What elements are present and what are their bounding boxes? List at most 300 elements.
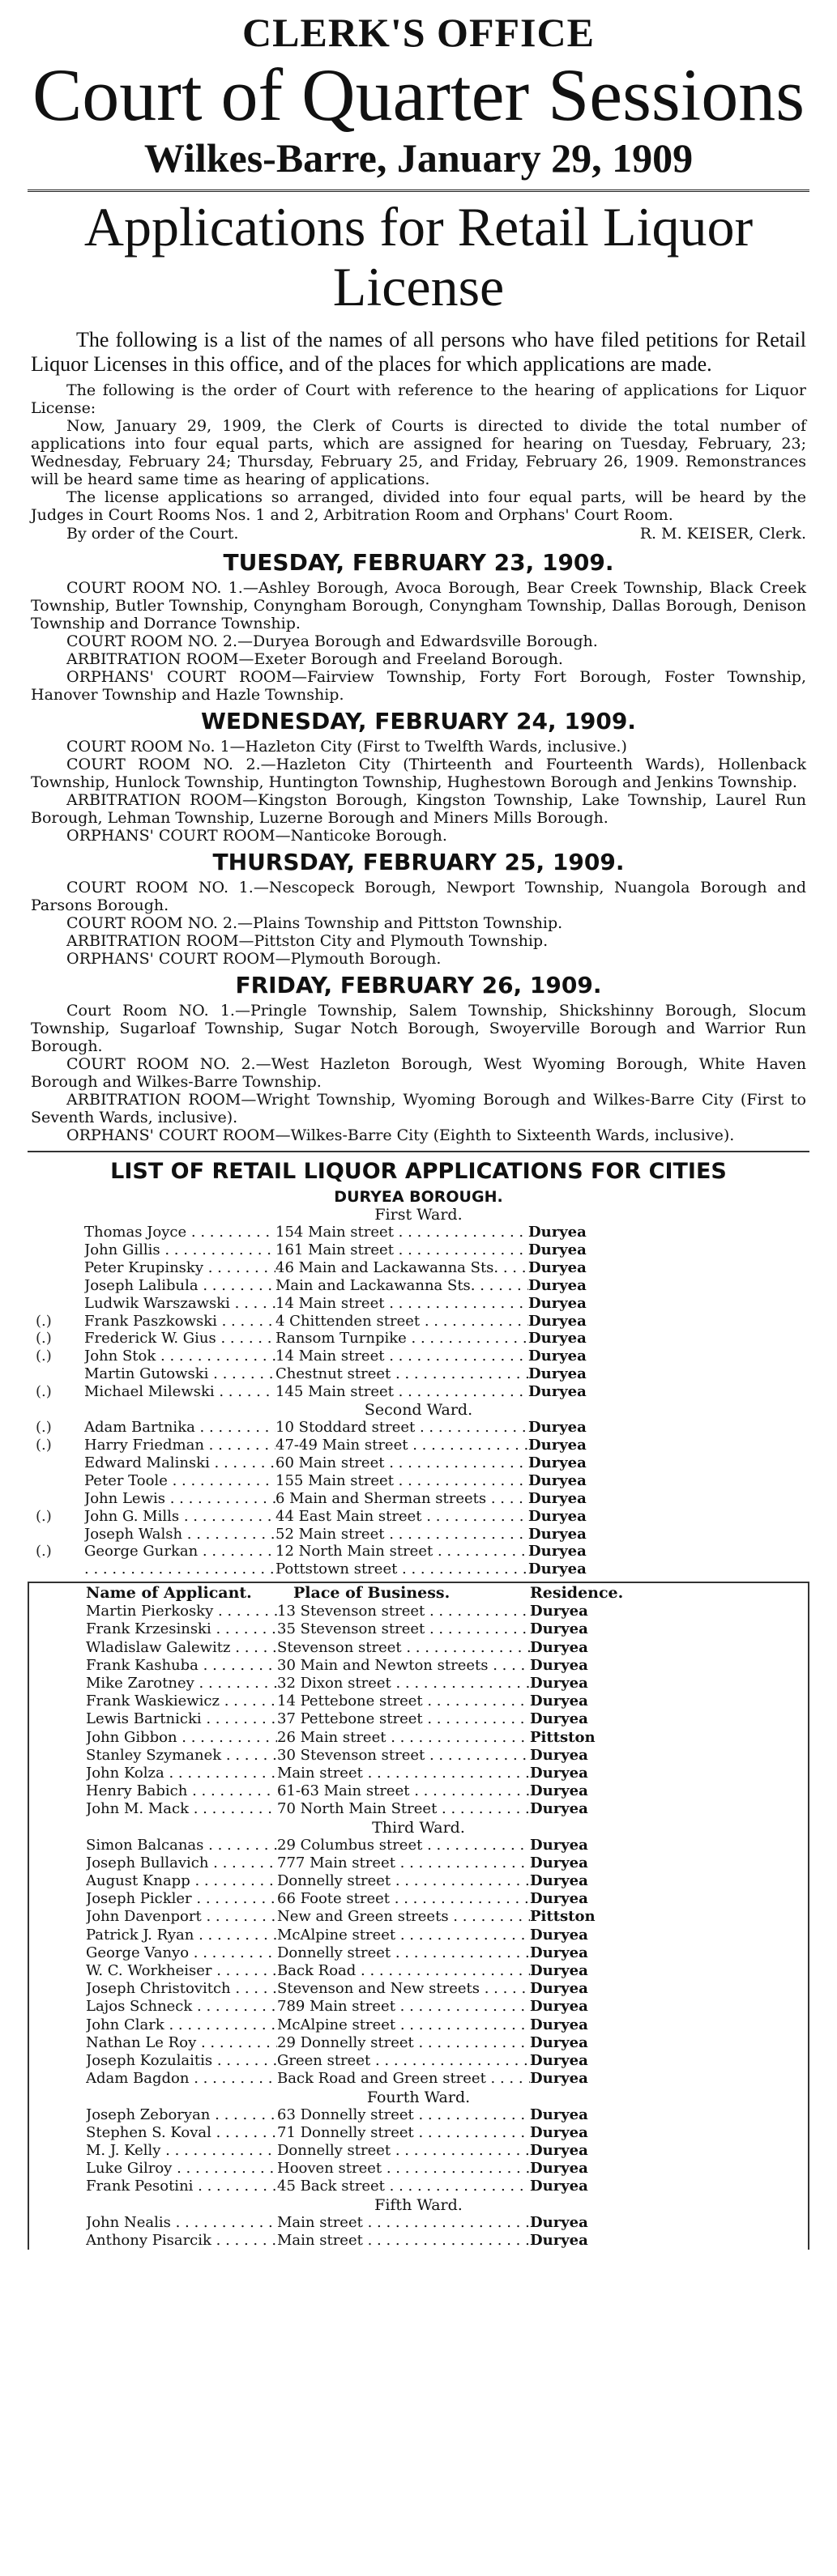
applicant-row [28, 1508, 809, 1526]
applicant-list [28, 1419, 809, 1578]
place-of-business: Chestnut street . . . [275, 1365, 528, 1383]
residence: Duryea [530, 2033, 588, 2051]
notice-header [28, 10, 809, 181]
applicant-row [29, 1782, 808, 1800]
place-of-business: 44 East Main street . . . [275, 1508, 528, 1526]
place-of-business: Back Road and Green street . . . [277, 2070, 530, 2088]
residence: Duryea [530, 1800, 588, 1818]
day-heading: WEDNESDAY, FEBRUARY 24, 1909. [201, 708, 636, 734]
intro-paragraph: The following is a list of the names of all persons who have filed petitions for Retail Liquor Licenses in this office, and of the places for which applications are made. [31, 328, 806, 376]
row-marker [29, 1890, 86, 1908]
applicant-name: Harry Friedman . . . [84, 1437, 275, 1454]
place-of-business: 61-63 Main street . . . [277, 1782, 530, 1800]
place-of-business: 37 Pettebone street . . . [277, 1710, 530, 1728]
residence: Duryea [530, 1692, 588, 1710]
place-of-business: Stevenson street . . . [277, 1639, 530, 1657]
row-marker [29, 1944, 86, 1962]
applicant-list [29, 1603, 808, 1818]
signature-clerk: R. M. KEISER, Clerk. [639, 525, 806, 543]
residence: Duryea [530, 1765, 588, 1782]
row-marker: (.) [36, 1436, 52, 1454]
place-of-business: 30 Stevenson street . . . [277, 1747, 530, 1765]
applicant-row [28, 1472, 809, 1490]
room-assignment: COURT ROOM NO. 1.—Nescopeck Borough, Newport Township, Nuangola Borough and Parsons Borough. [31, 879, 806, 914]
applicant-name [84, 1561, 275, 1578]
row-marker [29, 1729, 86, 1747]
place-of-business: Main and Lackawanna Sts. . . . [275, 1277, 528, 1295]
place-of-business: 30 Main and Newton streets . . . [277, 1657, 530, 1675]
room-assignment: ARBITRATION ROOM—Wright Township, Wyoming Borough and Wilkes-Barre City (First to Seventh Wards, inclusive). [31, 1091, 806, 1126]
row-marker [29, 1908, 86, 1926]
residence: Duryea [530, 2070, 588, 2088]
day-heading: THURSDAY, FEBRUARY 25, 1909. [212, 849, 625, 875]
residence: Duryea [530, 1854, 588, 1871]
place-of-business: McAlpine street . . . [277, 1927, 530, 1944]
applicant-name: Stanley Szymanek . . . [86, 1747, 277, 1765]
order-paragraph: Now, January 29, 1909, the Clerk of Courts is directed to divide the total number of applications into four equal parts, which are assigned for hearing on Tuesday, February, 23; Wednesday, February 24; Thursday, February 25, and Friday, February 26, 1909. Remonstrances will be heard same time as hearing of applications. [31, 417, 806, 488]
applicant-name: Stephen S. Koval . . . [86, 2124, 277, 2142]
row-marker [28, 1241, 84, 1259]
applicant-row [29, 2160, 808, 2178]
applicant-row [28, 1259, 809, 1277]
place-of-business: 46 Main and Lackawanna Sts. . . . [275, 1259, 528, 1277]
place-of-business: 71 Donnelly street . . . [277, 2124, 530, 2142]
row-marker: (.) [36, 1312, 52, 1330]
place-of-business: 60 Main street . . . [275, 1454, 528, 1472]
applicant-name: John Kolza . . . [86, 1765, 277, 1782]
signature-order: By order of the Court. [66, 525, 239, 543]
residence: Duryea [528, 1348, 587, 1365]
applicant-row [29, 2232, 808, 2250]
applicant-name: Joseph Walsh . . . [84, 1526, 275, 1543]
applicant-row [29, 2124, 808, 2142]
residence: Duryea [530, 2178, 588, 2195]
applicant-list [28, 1224, 809, 1401]
order-paragraph: The license applications so arranged, divided into four equal parts, will be heard by the Judges in Court Rooms Nos. 1 and 2, Arbitration Room and Orphans' Court Room. [31, 488, 806, 524]
applicant-name: Luke Gilroy . . . [86, 2160, 277, 2178]
row-marker [29, 1998, 86, 2016]
applicant-row [29, 1998, 808, 2016]
residence: Duryea [530, 1638, 588, 1656]
applicant-row [29, 1854, 808, 1872]
residence: Duryea [530, 2123, 588, 2141]
applicant-name: Joseph Kozulaitis . . . [86, 2052, 277, 2070]
room-assignment: COURT ROOM NO. 2.—Plains Township and Pittston Township. [66, 914, 563, 932]
residence: Duryea [530, 2016, 588, 2033]
signature-line [31, 524, 806, 543]
place-of-business: 70 North Main Street . . . [277, 1800, 530, 1818]
row-marker [29, 1620, 86, 1638]
row-marker [29, 1927, 86, 1944]
residence: Pittston [530, 1908, 596, 1926]
day-heading: TUESDAY, FEBRUARY 23, 1909. [223, 549, 614, 576]
place-of-business: 10 Stoddard street . . . [275, 1419, 528, 1437]
applications-title: Applications for Retail Liquor License [83, 196, 754, 317]
applicant-row [28, 1526, 809, 1543]
row-marker [29, 2142, 86, 2160]
applicant-row [28, 1365, 809, 1383]
applicant-row [28, 1277, 809, 1295]
row-marker [28, 1490, 84, 1508]
applicant-name: Frank Paszkowski . . . [84, 1313, 275, 1331]
list-title: LIST OF RETAIL LIQUOR APPLICATIONS FOR CITIES [28, 1151, 809, 1186]
borough-heading: DURYEA BOROUGH. [334, 1188, 503, 1206]
applicant-row [28, 1224, 809, 1241]
applicant-name: Wladislaw Galewitz . . . [86, 1639, 277, 1657]
day-schedule [28, 705, 809, 845]
residence: Duryea [528, 1507, 587, 1525]
residence: Duryea [530, 1656, 588, 1674]
order-paragraph: The following is the order of Court with reference to the hearing of applications for Liquor License: [31, 381, 806, 417]
place-of-business: Main street . . . [277, 1765, 530, 1782]
row-marker [29, 1800, 86, 1818]
applicant-name: Michael Milewski . . . [84, 1383, 275, 1401]
residence: Duryea [528, 1241, 587, 1258]
applicant-name: Joseph Bullavich . . . [86, 1854, 277, 1872]
residence: Duryea [530, 1710, 588, 1728]
applicant-name: John Clark . . . [86, 2016, 277, 2034]
place-of-business: Donnelly street . . . [277, 1872, 530, 1890]
row-marker [29, 1657, 86, 1675]
applicant-row [29, 1675, 808, 1692]
place-of-business: Green street . . . [277, 2052, 530, 2070]
applicant-name: Adam Bagdon . . . [86, 2070, 277, 2088]
room-assignment: ORPHANS' COURT ROOM—Nanticoke Borough. [66, 827, 447, 845]
applicant-row [28, 1295, 809, 1313]
room-assignment: ARBITRATION ROOM—Kingston Borough, Kingston Township, Lake Township, Laurel Run Borough, Lehman Township, Luzerne Borough and Miners Mills Borough. [31, 791, 806, 827]
column-spacer [29, 1583, 86, 1603]
residence: Duryea [528, 1419, 587, 1437]
applicant-name: John G. Mills . . . [84, 1508, 275, 1526]
applicant-name: John Gibbon . . . [86, 1729, 277, 1747]
applicant-name: Martin Gutowski . . . [84, 1365, 275, 1383]
row-marker [29, 1837, 86, 1854]
applicant-name: Mike Zarotney . . . [86, 1675, 277, 1692]
residence: Duryea [530, 1926, 588, 1944]
applicant-row [29, 2016, 808, 2034]
residence: Duryea [530, 1836, 588, 1854]
residence: Duryea [528, 1365, 587, 1383]
row-marker [29, 2106, 86, 2124]
room-assignment: COURT ROOM NO. 1.—Ashley Borough, Avoca Borough, Bear Creek Township, Black Creek Township, Butler Township, Conyngham Borough, Conyngham Township, Dallas Borough, Denison Township and Dorrance Township. [31, 579, 806, 632]
place-of-business: New and Green streets . . . [277, 1908, 530, 1926]
row-marker [28, 1295, 84, 1313]
applicant-row [29, 1944, 808, 1962]
place-of-business: Pottstown street . . . [275, 1561, 528, 1578]
column-header-name: Name of Applicant. [86, 1584, 252, 1603]
row-marker: (.) [36, 1543, 52, 1561]
residence: Duryea [528, 1436, 587, 1454]
applicant-name: Peter Krupinsky . . . [84, 1259, 275, 1277]
applicant-name: Joseph Lalibula . . . [84, 1277, 275, 1295]
ward-heading: Fourth Ward. [366, 2088, 471, 2106]
residence: Duryea [530, 1872, 588, 1890]
row-marker [28, 1224, 84, 1241]
place-of-business: 14 Main street . . . [275, 1295, 528, 1313]
row-marker [28, 1365, 84, 1383]
office-title: CLERK'S OFFICE [242, 10, 595, 55]
place-of-business: McAlpine street . . . [277, 2016, 530, 2034]
residence: Duryea [530, 1782, 588, 1800]
place-of-business: Ransom Turnpike . . . [275, 1330, 528, 1348]
applicant-row [29, 2034, 808, 2052]
room-assignment: Court Room NO. 1.—Pringle Township, Salem Township, Shickshinny Borough, Slocum Township, Sugarloaf Township, Sugar Notch Borough, Swoyerville Borough and Warrior Run Borough. [31, 1002, 806, 1055]
applicant-row [29, 1765, 808, 1782]
day-heading: FRIDAY, FEBRUARY 26, 1909. [235, 972, 602, 998]
residence: Duryea [530, 2160, 588, 2178]
applicant-name: George Gurkan . . . [84, 1543, 275, 1561]
room-assignment: COURT ROOM NO. 2.—West Hazleton Borough, West Wyoming Borough, White Haven Borough and Wilkes-Barre Township. [31, 1055, 806, 1091]
applicant-name: Lewis Bartnicki . . . [86, 1710, 277, 1728]
applicant-row [29, 1980, 808, 1998]
row-marker [28, 1561, 84, 1578]
residence: Duryea [530, 1944, 588, 1961]
applicant-name: Thomas Joyce . . . [84, 1224, 275, 1241]
applicant-name: W. C. Workheiser . . . [86, 1962, 277, 1980]
place-of-business: 29 Columbus street . . . [277, 1837, 530, 1854]
row-marker [28, 1526, 84, 1543]
header-rule [28, 189, 809, 192]
row-marker: (.) [36, 1507, 52, 1525]
applicant-name: George Vanyo . . . [86, 1944, 277, 1962]
row-marker [29, 1872, 86, 1890]
residence: Pittston [530, 1728, 596, 1746]
residence: Duryea [530, 1746, 588, 1764]
court-title: Court of Quarter Sessions [32, 53, 805, 136]
place-of-business: 13 Stevenson street . . . [277, 1603, 530, 1620]
row-marker [29, 1675, 86, 1692]
residence: Duryea [528, 1454, 587, 1471]
residence: Duryea [530, 2231, 588, 2249]
applicant-row [28, 1348, 809, 1365]
row-marker: (.) [36, 1348, 52, 1365]
place-of-business: 32 Dixon street . . . [277, 1675, 530, 1692]
applicant-row [29, 2178, 808, 2195]
row-marker [29, 2160, 86, 2178]
residence: Duryea [528, 1525, 587, 1543]
applicant-row [28, 1419, 809, 1437]
applicant-name: John M. Mack . . . [86, 1800, 277, 1818]
row-marker [28, 1472, 84, 1490]
place-of-business: 155 Main street . . . [275, 1472, 528, 1490]
residence: Duryea [530, 1890, 588, 1908]
applicant-row [29, 1710, 808, 1728]
residence: Duryea [528, 1312, 587, 1330]
row-marker [28, 1259, 84, 1277]
ward-heading: Second Ward. [364, 1401, 473, 1420]
place-of-business: 29 Donnelly street . . . [277, 2034, 530, 2052]
residence: Duryea [528, 1276, 587, 1294]
applicant-row [29, 1603, 808, 1620]
row-marker [29, 1692, 86, 1710]
residence: Duryea [528, 1489, 587, 1507]
applicant-row [29, 2106, 808, 2124]
row-marker [29, 1962, 86, 1980]
residence: Duryea [530, 2052, 588, 2070]
row-marker [29, 1854, 86, 1872]
applicant-row [28, 1330, 809, 1348]
row-marker: (.) [36, 1383, 52, 1401]
residence: Duryea [530, 2213, 588, 2231]
residence: Duryea [530, 1603, 588, 1620]
applicant-name: Nathan Le Roy . . . [86, 2034, 277, 2052]
applicant-name: M. J. Kelly . . . [86, 2142, 277, 2160]
place-of-business: 45 Back street . . . [277, 2178, 530, 2195]
applicant-name: John Nealis . . . [86, 2214, 277, 2232]
applicant-name: Ludwik Warszawski . . . [84, 1295, 275, 1313]
place-of-business: 777 Main street . . . [277, 1854, 530, 1872]
day-schedule [28, 846, 809, 968]
row-marker [29, 1782, 86, 1800]
place-of-business: Donnelly street . . . [277, 1944, 530, 1962]
applicant-row [29, 1872, 808, 1890]
applicant-row [29, 1927, 808, 1944]
ward-heading: Third Ward. [372, 1818, 465, 1837]
row-marker [29, 1747, 86, 1765]
residence: Duryea [530, 1675, 588, 1692]
place-of-business: 26 Main street . . . [277, 1729, 530, 1747]
column-headers [29, 1582, 808, 1603]
place-of-business: 145 Main street . . . [275, 1383, 528, 1401]
applicant-row [29, 2214, 808, 2232]
room-assignment: ARBITRATION ROOM—Pittston City and Plymouth Township. [66, 932, 549, 950]
place-of-business: 63 Donnelly street . . . [277, 2106, 530, 2124]
row-marker [29, 2124, 86, 2142]
place-of-business: Hooven street . . . [277, 2160, 530, 2178]
row-marker [28, 1454, 84, 1472]
row-marker [29, 2232, 86, 2250]
place-of-business: Main street . . . [277, 2214, 530, 2232]
applicant-name: Joseph Christovitch . . . [86, 1980, 277, 1998]
place-of-business: 47-49 Main street . . . [275, 1437, 528, 1454]
applicant-row [28, 1454, 809, 1472]
place-of-business: 66 Foote street . . . [277, 1890, 530, 1908]
applicant-row [29, 1962, 808, 1980]
applicant-row [29, 1729, 808, 1747]
applicant-name: Patrick J. Ryan . . . [86, 1927, 277, 1944]
place-of-business: 161 Main street . . . [275, 1241, 528, 1259]
row-marker [29, 2070, 86, 2088]
place-of-business: 35 Stevenson street . . . [277, 1620, 530, 1638]
applicant-row [29, 1800, 808, 1818]
place-of-business: 154 Main street . . . [275, 1224, 528, 1241]
applicant-name: Simon Balcanas . . . [86, 1837, 277, 1854]
row-marker [29, 2178, 86, 2195]
column-header-residence: Residence. [530, 1584, 624, 1603]
row-marker [29, 1710, 86, 1728]
row-marker [29, 2214, 86, 2232]
dateline: Wilkes-Barre, January 29, 1909 [143, 135, 694, 181]
place-of-business: 52 Main street . . . [275, 1526, 528, 1543]
applicant-name: Anthony Pisarcik . . . [86, 2232, 277, 2250]
applicant-row [29, 1747, 808, 1765]
applicant-row [29, 2142, 808, 2160]
residence: Duryea [528, 1330, 587, 1348]
room-assignment: COURT ROOM No. 1—Hazleton City (First to Twelfth Wards, inclusive.) [66, 738, 627, 756]
applicant-row [29, 2052, 808, 2070]
applicant-row [28, 1437, 809, 1454]
residence: Duryea [528, 1471, 587, 1489]
applicant-name: Joseph Zeboryan . . . [86, 2106, 277, 2124]
applicant-row [29, 1908, 808, 1926]
place-of-business: 4 Chittenden street . . . [275, 1313, 528, 1331]
residence: Duryea [530, 1998, 588, 2016]
place-of-business: 14 Pettebone street . . . [277, 1692, 530, 1710]
ward-heading: Fifth Ward. [374, 2195, 463, 2214]
room-assignment: ORPHANS' COURT ROOM—Wilkes-Barre City (Eighth to Sixteenth Wards, inclusive). [66, 1126, 735, 1144]
applicant-list [29, 2106, 808, 2196]
applicant-name: Frank Krzesinski . . . [86, 1620, 277, 1638]
residence: Duryea [530, 1980, 588, 1998]
applicant-name: John Stok . . . [84, 1348, 275, 1365]
applicant-name: Lajos Schneck . . . [86, 1998, 277, 2016]
applicant-name: Martin Pierkosky . . . [86, 1603, 277, 1620]
applicant-list [29, 2214, 808, 2250]
place-of-business: Main street . . . [277, 2232, 530, 2250]
residence: Duryea [530, 2141, 588, 2159]
residence: Duryea [528, 1294, 587, 1312]
applicant-table [28, 1582, 809, 2250]
applicant-name: Frank Waskiewicz . . . [86, 1692, 277, 1710]
applicant-name: Adam Bartnika . . . [84, 1419, 275, 1437]
room-assignment: ORPHANS' COURT ROOM—Fairview Township, Forty Fort Borough, Foster Township, Hanover Township and Hazle Township. [31, 668, 806, 704]
row-marker [29, 2052, 86, 2070]
residence: Duryea [530, 2106, 588, 2123]
row-marker [29, 1639, 86, 1657]
room-assignment: ARBITRATION ROOM—Exeter Borough and Freeland Borough. [66, 650, 563, 668]
applicant-row [28, 1241, 809, 1259]
applicant-name: Frank Pesotini . . . [86, 2178, 277, 2195]
row-marker [28, 1277, 84, 1295]
column-header-place: Place of Business. [293, 1584, 451, 1603]
applicant-name: John Davenport . . . [86, 1908, 277, 1926]
place-of-business: 789 Main street . . . [277, 1998, 530, 2016]
row-marker [29, 2016, 86, 2034]
applicant-row [29, 1837, 808, 1854]
place-of-business: 14 Main street . . . [275, 1348, 528, 1365]
applicant-row [28, 1561, 809, 1578]
residence: Duryea [528, 1224, 587, 1241]
applicant-name: Peter Toole . . . [84, 1472, 275, 1490]
applicant-row [29, 1692, 808, 1710]
applicant-row [29, 2070, 808, 2088]
room-assignment: COURT ROOM NO. 2.—Hazleton City (Thirteenth and Fourteenth Wards), Hollenback Township, Hunlock Township, Huntington Township, Hughestown Borough and Jenkins Township. [31, 756, 806, 791]
applicant-name: Frederick W. Gius . . . [84, 1330, 275, 1348]
place-of-business: Donnelly street . . . [277, 2142, 530, 2160]
residence: Duryea [528, 1561, 587, 1578]
applicant-name: Frank Kashuba . . . [86, 1657, 277, 1675]
applicant-row [29, 1657, 808, 1675]
applicant-name: John Gillis . . . [84, 1241, 275, 1259]
applicant-row [29, 1890, 808, 1908]
applicant-name: John Lewis . . . [84, 1490, 275, 1508]
place-of-business: Stevenson and New streets . . . [277, 1980, 530, 1998]
day-schedule [28, 547, 809, 704]
applicant-row [29, 1620, 808, 1638]
row-marker: (.) [36, 1330, 52, 1348]
row-marker: (.) [36, 1419, 52, 1437]
row-marker [29, 1980, 86, 1998]
residence: Duryea [530, 1620, 588, 1638]
applicant-row [28, 1383, 809, 1401]
room-assignment: ORPHANS' COURT ROOM—Plymouth Borough. [66, 950, 442, 968]
place-of-business: Back Road . . . [277, 1962, 530, 1980]
ward-heading: First Ward. [374, 1206, 463, 1224]
place-of-business: 12 North Main street . . . [275, 1543, 528, 1561]
applicant-name: August Knapp . . . [86, 1872, 277, 1890]
applicant-row [28, 1313, 809, 1331]
applicant-name: Henry Babich . . . [86, 1782, 277, 1800]
